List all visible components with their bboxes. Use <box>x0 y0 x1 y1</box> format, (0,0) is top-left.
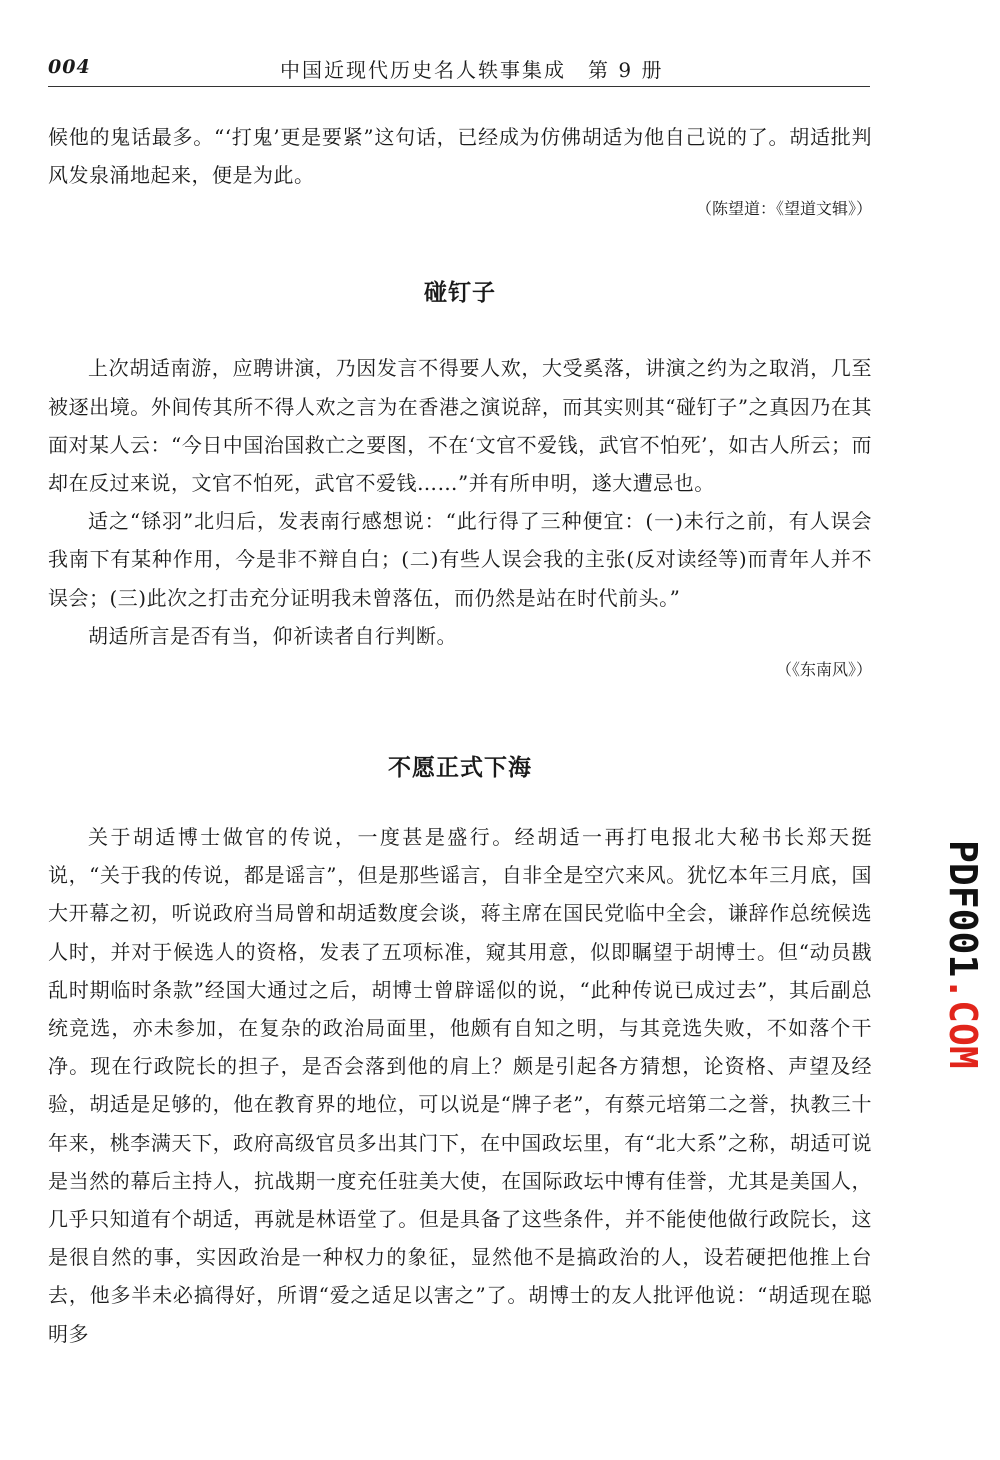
source-citation: （《东南风》） <box>775 660 872 680</box>
running-title: 中国近现代历史名人轶事集成 第 9 册 <box>280 58 664 82</box>
watermark-text: PDF001 <box>941 840 985 978</box>
body-paragraph: 关于胡适博士做官的传说，一度甚是盛行。经胡适一再打电报北大秘书长郑天挺说，“关于我的传说，都是谣言”，但是那些谣言，自非全是空穴来风。犹忆本年三月底，国大开幕之初，听说政府当局曾和胡适数度会谈，蒋主席在国民党临中全会，谦辞作总统候选人时，并对于候选人的资格，发表了五项标准，窥其用意，似即瞩望于胡博士。但“动员戡乱时期临时条款”经国大通过之后，胡博士曾辟谣似的说，“此种传说已成过去”，其后副总统竞选，亦未参加，在复杂的政治局面里，他颇有自知之明，与其竞选失败，不如落个干净。现在行政院长的担子，是否会落到他的肩上？颇是引起各方猜想，论资格、声望及经验，胡适是足够的，他在教育界的地位，可以说是“牌子老”，有蔡元培第二之誉，执教三十年来，桃李满天下，政府高级官员多出其门下，在中国政坛里，有“北大系”之称，胡适可说是当然的幕后主持人，抗战期一度充任驻美大使，在国际政坛中博有佳誉，尤其是美国人，几乎只知道有个胡适，再就是林语堂了。但是具备了这些条件，并不能使他做行政院长，这是很自然的事，实因政治是一种权力的象征，显然他不是搞政治的人，设若硬把他推上台去，他多半未必搞得好，所谓“爱之适足以害之”了。胡博士的友人批评他说：“胡适现在聪明多 <box>48 825 872 1346</box>
body-paragraph: 上次胡适南游，应聘讲演，乃因发言不得要人欢，大受奚落，讲演之约为之取消，几至被逐出境。外间传其所不得人欢之言为在香港之演说辞，而其实则其“碰钉子”之真因乃在其面对某人云：“今日中国治国救亡之要图，不在‘文官不爱钱，武官不怕死’，如古人所云；而却在反过来说，文官不怕死，武官不爱钱……”并有所申明，遂大遭忌也。 <box>48 356 872 496</box>
body-paragraph: 胡适所言是否有当，仰祈读者自行判断。 <box>88 623 457 648</box>
section-title: 碰钉子 <box>424 279 496 307</box>
source-citation: （陈望道：《望道文辑》） <box>695 199 872 219</box>
watermark-suffix: .COM <box>941 977 985 1069</box>
page-number: 004 <box>48 56 91 78</box>
page-header <box>48 56 870 87</box>
watermark <box>941 840 985 1090</box>
section-title: 不愿正式下海 <box>388 754 532 782</box>
continuation-paragraph: 候他的鬼话最多。“‘打鬼’更是要紧”这句话，已经成为仿佛胡适为他自己说的了。胡适批判风发泉涌地起来，便是为此。 <box>48 125 872 188</box>
body-paragraph: 适之“铩羽”北归后，发表南行感想说：“此行得了三种便宜：(一)未行之前，有人误会我南下有某种作用，今是非不辩自白；(二)有些人误会我的主张(反对读经等)而青年人并不误会；(三)此次之打击充分证明我未曾落伍，而仍然是站在时代前头。” <box>48 509 872 610</box>
page-content <box>48 118 872 1353</box>
